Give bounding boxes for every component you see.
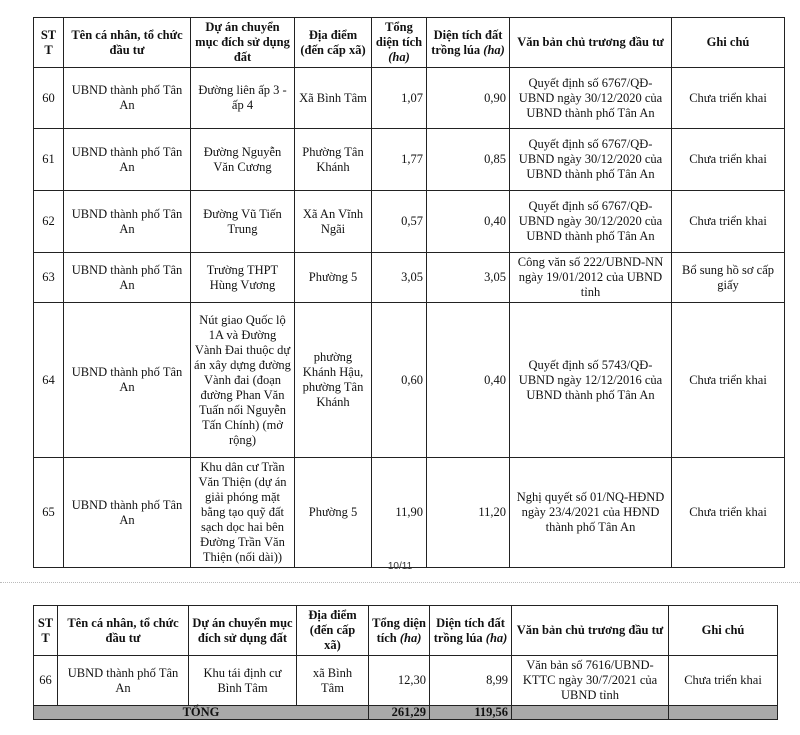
- table-row: [34, 129, 785, 191]
- header-notes: Ghi chú: [672, 18, 785, 68]
- header-row: [34, 606, 778, 656]
- total-area: 261,29: [369, 706, 430, 720]
- total-label: TỔNG: [34, 706, 369, 720]
- cell-investor: UBND thành phố Tân An: [64, 253, 191, 303]
- land-use-table-page-11: [33, 605, 778, 720]
- header-document: Văn bản chủ trương đầu tư: [510, 18, 672, 68]
- header-stt: ST T: [34, 606, 58, 656]
- cell-document: Công văn số 222/UBND-NN ngày 19/01/2012 của UBND tỉnh: [510, 253, 672, 303]
- cell-location: Phường 5: [295, 458, 372, 568]
- table-row: [34, 458, 785, 568]
- table-row: [34, 191, 785, 253]
- cell-rice-area: 8,99: [430, 656, 512, 706]
- cell-total-area: 1,07: [372, 68, 427, 129]
- cell-total-area: 11,90: [372, 458, 427, 568]
- cell-document: Văn bản số 7616/UBND-KTTC ngày 30/7/2021 của UBND tỉnh: [512, 656, 669, 706]
- cell-notes: Bổ sung hồ sơ cấp giấy: [672, 253, 785, 303]
- header-location: Địa điểm (đến cấp xã): [297, 606, 369, 656]
- cell-notes: Chưa triển khai: [669, 656, 778, 706]
- cell-document: Quyết định số 6767/QĐ-UBND ngày 30/12/2020 của UBND thành phố Tân An: [510, 191, 672, 253]
- cell-rice-area: 3,05: [427, 253, 510, 303]
- table-row: [34, 68, 785, 129]
- cell-project: Khu tái định cư Bình Tâm: [189, 656, 297, 706]
- header-project: Dự án chuyển mục đích sử dụng đất: [191, 18, 295, 68]
- cell-project: Đường Vũ Tiến Trung: [191, 191, 295, 253]
- cell-rice-area: 11,20: [427, 458, 510, 568]
- cell-location: Phường Tân Khánh: [295, 129, 372, 191]
- cell-location: Phường 5: [295, 253, 372, 303]
- cell-stt: 63: [34, 253, 64, 303]
- total-rice-area: 119,56: [430, 706, 512, 720]
- table-row: [34, 656, 778, 706]
- cell-stt: 65: [34, 458, 64, 568]
- cell-project: Nút giao Quốc lộ 1A và Đường Vành Đai thuộc dự án xây dựng đường Vành đai (đoạn đường Phan Văn Tuấn nối Nguyễn Tấn Chính) (mở rộng): [191, 303, 295, 458]
- cell-notes: Chưa triển khai: [672, 458, 785, 568]
- table-row: [34, 303, 785, 458]
- cell-total-area: 12,30: [369, 656, 430, 706]
- header-location: Địa điểm (đến cấp xã): [295, 18, 372, 68]
- cell-location: Xã Bình Tâm: [295, 68, 372, 129]
- header-investor: Tên cá nhân, tổ chức đầu tư: [58, 606, 189, 656]
- total-empty-cell: [512, 706, 669, 720]
- cell-project: Khu dân cư Trần Văn Thiện (dự án giải phóng mặt bằng tạo quỹ đất sạch dọc hai bên Đường Trần Văn Thiện (nối dài)): [191, 458, 295, 568]
- land-use-table-page-10: [33, 17, 785, 568]
- cell-total-area: 0,57: [372, 191, 427, 253]
- cell-investor: UBND thành phố Tân An: [64, 458, 191, 568]
- header-stt: ST T: [34, 18, 64, 68]
- cell-total-area: 3,05: [372, 253, 427, 303]
- cell-location: phường Khánh Hậu, phường Tân Khánh: [295, 303, 372, 458]
- cell-rice-area: 0,85: [427, 129, 510, 191]
- cell-project: Đường Nguyễn Văn Cương: [191, 129, 295, 191]
- cell-document: Nghị quyết số 01/NQ-HĐND ngày 23/4/2021 của HĐND thành phố Tân An: [510, 458, 672, 568]
- cell-stt: 60: [34, 68, 64, 129]
- cell-notes: Chưa triển khai: [672, 68, 785, 129]
- cell-investor: UBND thành phố Tân An: [64, 191, 191, 253]
- cell-stt: 62: [34, 191, 64, 253]
- header-rice-area: Diện tích đất trồng lúa (ha): [430, 606, 512, 656]
- cell-rice-area: 0,40: [427, 191, 510, 253]
- page-number: 10/11: [387, 561, 413, 572]
- cell-location: xã Bình Tâm: [297, 656, 369, 706]
- total-row: [34, 706, 778, 720]
- total-empty-cell: [669, 706, 778, 720]
- cell-stt: 64: [34, 303, 64, 458]
- cell-notes: Chưa triển khai: [672, 129, 785, 191]
- header-investor: Tên cá nhân, tổ chức đầu tư: [64, 18, 191, 68]
- page-separator: [0, 582, 800, 584]
- header-rice-area: Diện tích đất trồng lúa (ha): [427, 18, 510, 68]
- table-row: [34, 253, 785, 303]
- cell-total-area: 0,60: [372, 303, 427, 458]
- header-row: [34, 18, 785, 68]
- cell-total-area: 1,77: [372, 129, 427, 191]
- cell-notes: Chưa triển khai: [672, 191, 785, 253]
- cell-document: Quyết định số 5743/QĐ-UBND ngày 12/12/2016 của UBND thành phố Tân An: [510, 303, 672, 458]
- cell-document: Quyết định số 6767/QĐ-UBND ngày 30/12/2020 của UBND thành phố Tân An: [510, 68, 672, 129]
- cell-rice-area: 0,90: [427, 68, 510, 129]
- header-project: Dự án chuyển mục đích sử dụng đất: [189, 606, 297, 656]
- header-total-area: Tổng diện tích (ha): [369, 606, 430, 656]
- header-total-area: Tổng diện tích (ha): [372, 18, 427, 68]
- cell-investor: UBND thành phố Tân An: [64, 68, 191, 129]
- cell-notes: Chưa triển khai: [672, 303, 785, 458]
- cell-stt: 66: [34, 656, 58, 706]
- cell-document: Quyết định số 6767/QĐ-UBND ngày 30/12/2020 của UBND thành phố Tân An: [510, 129, 672, 191]
- cell-project: Đường liên ấp 3 - ấp 4: [191, 68, 295, 129]
- cell-investor: UBND thành phố Tân An: [64, 129, 191, 191]
- cell-investor: UBND thành phố Tân An: [58, 656, 189, 706]
- cell-project: Trường THPT Hùng Vương: [191, 253, 295, 303]
- cell-location: Xã An Vĩnh Ngãi: [295, 191, 372, 253]
- header-document: Văn bản chủ trương đầu tư: [512, 606, 669, 656]
- cell-investor: UBND thành phố Tân An: [64, 303, 191, 458]
- header-notes: Ghi chú: [669, 606, 778, 656]
- cell-rice-area: 0,40: [427, 303, 510, 458]
- cell-stt: 61: [34, 129, 64, 191]
